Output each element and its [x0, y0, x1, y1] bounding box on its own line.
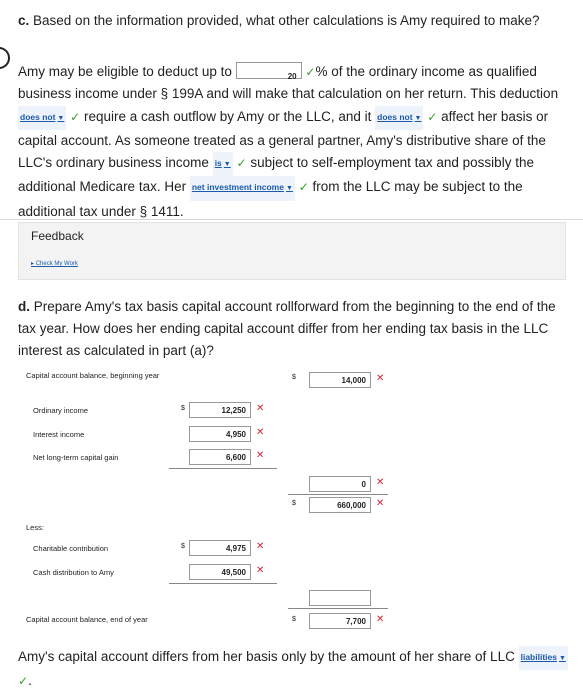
incorrect-x-icon: ✕: [256, 541, 265, 552]
incorrect-x-icon: ✕: [376, 373, 385, 384]
cash-distribution-input[interactable]: 49,500: [189, 564, 251, 580]
check-my-work-link[interactable]: [31, 260, 78, 267]
part-d-answer: [18, 646, 568, 692]
feedback-panel: [18, 222, 566, 280]
sentence-text: require a cash outflow by Amy or the LLC, and it: [83, 108, 372, 124]
basis-affect-dropdown[interactable]: [375, 106, 423, 130]
incorrect-x-icon: ✕: [256, 450, 265, 461]
dollar-sign: $: [292, 500, 296, 507]
chevron-down-icon: ▼: [223, 161, 231, 169]
incorrect-x-icon: ✕: [376, 498, 385, 509]
incorrect-x-icon: ✕: [256, 565, 265, 576]
correct-check-icon: ✓: [427, 109, 438, 124]
ordinary-income-input[interactable]: 12,250: [189, 402, 251, 418]
ending-balance-input[interactable]: 7,700: [309, 613, 371, 629]
correct-check-icon: ✓: [298, 180, 309, 195]
cash-distribution-label: Cash distribution to Amy: [33, 568, 114, 577]
incorrect-x-icon: ✕: [256, 403, 265, 414]
cash-outflow-dropdown[interactable]: [18, 106, 66, 130]
deductions-total-input[interactable]: [309, 590, 371, 606]
sentence-text: subject to self-employment tax and possibly the additional Medicare tax. Her: [18, 155, 534, 195]
part-c-question: [18, 10, 563, 32]
part-d-section: [0, 288, 583, 700]
answer-period: .: [28, 673, 32, 688]
subtotal-input[interactable]: 660,000: [309, 497, 371, 513]
income-type-dropdown[interactable]: [190, 176, 295, 200]
ltcg-input[interactable]: 6,600: [189, 449, 251, 465]
check-my-work-label: Check My Work: [35, 261, 78, 267]
charitable-contribution-input[interactable]: 4,975: [189, 540, 251, 556]
sentence-text: affect her basis or capital account. As someone treated as a general partner, Amy's distributive share of the LLC's ordinary business income: [18, 108, 549, 171]
sentence-text: from the LLC may be subject to the additional tax under § 1411.: [18, 179, 523, 219]
se-tax-dropdown[interactable]: [213, 152, 233, 176]
part-c-prefix: c.: [18, 13, 30, 28]
triangle-right-icon: ▸: [31, 261, 35, 267]
chevron-down-icon: ▼: [285, 185, 293, 193]
incorrect-x-icon: ✕: [376, 477, 385, 488]
beginning-balance-label: Capital account balance, beginning year: [26, 371, 160, 380]
correct-check-icon: ✓: [18, 674, 29, 688]
dollar-sign: $: [181, 543, 185, 550]
answer-text: Amy's capital account differs from her basis only by the amount of her share of LLC: [18, 649, 515, 664]
part-c-section: [0, 0, 583, 220]
ending-balance-label: Capital account balance, end of year: [26, 615, 148, 624]
deduction-percent-input[interactable]: 20: [236, 62, 302, 79]
part-d-question: [18, 296, 563, 362]
total-rule: [288, 494, 388, 495]
incorrect-x-icon: ✕: [256, 427, 265, 438]
charitable-contribution-label: Charitable contribution: [33, 544, 109, 553]
part-d-prefix: d.: [18, 299, 30, 314]
feedback-title: Feedback: [31, 229, 84, 243]
ltcg-label: Net long-term capital gain: [33, 453, 119, 462]
part-c-question-text: Based on the information provided, what other calculations is Amy required to make?: [33, 13, 540, 28]
additions-total-input[interactable]: 0: [309, 476, 371, 492]
correct-check-icon: ✓: [305, 65, 316, 79]
dropdown-value: is: [214, 158, 222, 169]
beginning-balance-input[interactable]: 14,000: [309, 372, 371, 388]
dollar-sign: $: [181, 405, 185, 412]
interest-income-label: Interest income: [33, 430, 85, 439]
correct-check-icon: ✓: [70, 109, 81, 124]
chevron-down-icon: ▼: [414, 114, 422, 122]
dropdown-value: liabilities: [520, 652, 557, 662]
dollar-sign: $: [292, 616, 296, 623]
incorrect-x-icon: ✕: [376, 614, 385, 625]
dollar-sign: $: [292, 374, 296, 381]
subtotal-rule: [169, 468, 277, 469]
total-rule: [288, 608, 388, 609]
less-label: Less:: [26, 523, 44, 532]
bracket-marker: [0, 47, 10, 69]
answer-dropdown[interactable]: [519, 646, 568, 670]
subtotal-rule: [169, 583, 277, 584]
dropdown-value: net investment income: [191, 182, 284, 193]
dropdown-value: does not: [377, 111, 413, 122]
capital-account-table: [18, 366, 408, 628]
part-c-paragraph: [18, 61, 568, 223]
part-d-question-text: Prepare Amy's tax basis capital account rollforward from the beginning to the end of the tax year. How does her ending capital account differ from her ending tax basis in the LLC interest as calculated in part (a)?: [18, 299, 556, 358]
ordinary-income-label: Ordinary income: [33, 406, 89, 415]
correct-check-icon: ✓: [236, 156, 247, 171]
sentence-text: Amy may be eligible to deduct up to: [18, 64, 232, 79]
interest-income-input[interactable]: 4,950: [189, 426, 251, 442]
chevron-down-icon: ▼: [57, 114, 65, 122]
sentence-text: % of the ordinary income as qualified business income under § 199A and will make that calculation on her return. This deduction: [18, 64, 559, 102]
chevron-down-icon: ▼: [558, 655, 566, 662]
dropdown-value: does not: [20, 111, 56, 122]
